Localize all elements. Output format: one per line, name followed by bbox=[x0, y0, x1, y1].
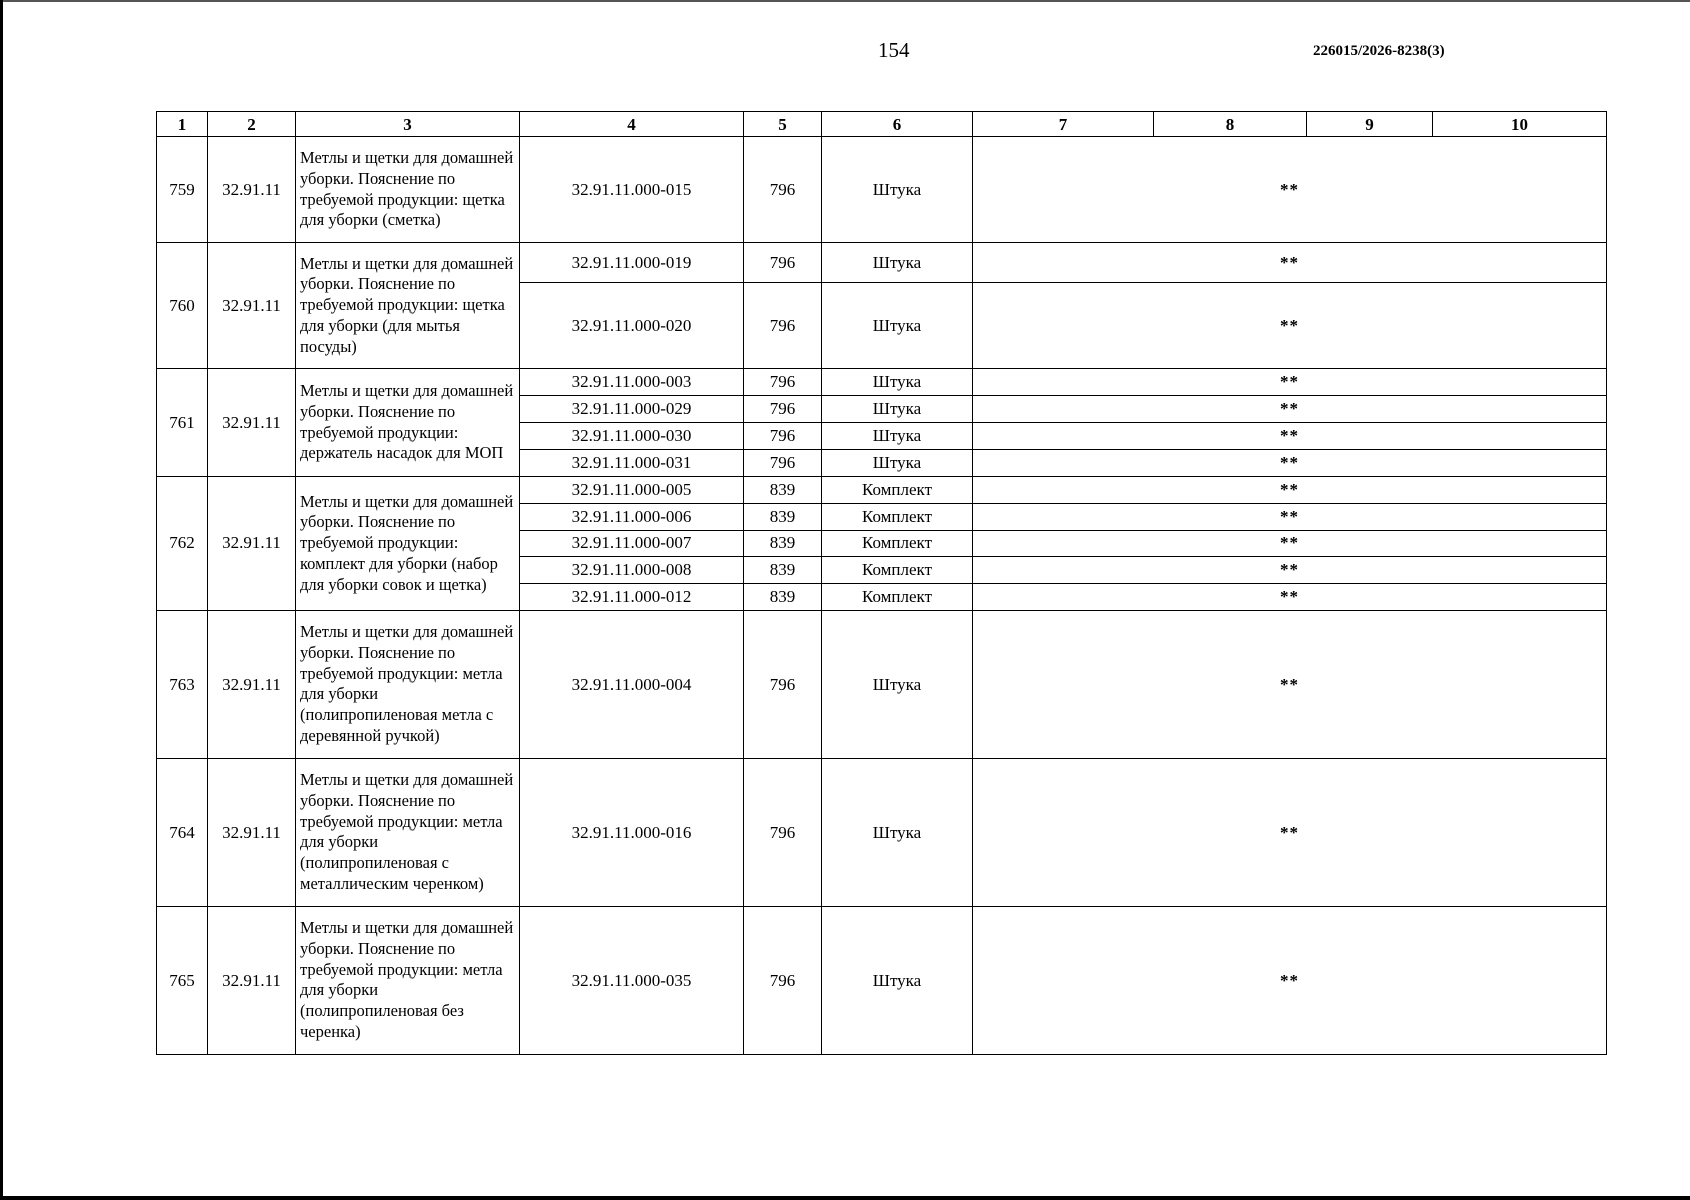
okpd2-code-cell: 32.91.11 bbox=[208, 137, 296, 243]
unit-cell: Комплект bbox=[822, 557, 973, 584]
column-header: 5 bbox=[744, 112, 822, 137]
ktru-code-cell: 32.91.11.000-029 bbox=[520, 396, 744, 423]
ktru-code-cell: 32.91.11.000-005 bbox=[520, 477, 744, 504]
unit-cell: Комплект bbox=[822, 503, 973, 530]
ktru-code-cell: 32.91.11.000-020 bbox=[520, 283, 744, 369]
requirements-cell: ** bbox=[973, 557, 1607, 584]
document-reference: 226015/2026-8238(3) bbox=[1313, 43, 1445, 59]
okei-code-cell: 839 bbox=[744, 477, 822, 504]
scan-left-edge bbox=[0, 0, 3, 1200]
unit-cell: Комплект bbox=[822, 477, 973, 504]
ktru-code-cell: 32.91.11.000-012 bbox=[520, 584, 744, 611]
description-cell: Метлы и щетки для домашней уборки. Пояснение по требуемой продукции: комплект для уборки (набор для уборки совок и щетка) bbox=[296, 477, 520, 611]
products-table bbox=[156, 111, 1607, 1055]
unit-cell: Штука bbox=[822, 283, 973, 369]
unit-cell: Штука bbox=[822, 369, 973, 396]
header-row bbox=[157, 112, 1607, 137]
column-header: 10 bbox=[1433, 112, 1607, 137]
column-header: 4 bbox=[520, 112, 744, 137]
okpd2-code-cell: 32.91.11 bbox=[208, 610, 296, 758]
okpd2-code-cell: 32.91.11 bbox=[208, 243, 296, 369]
unit-cell: Штука bbox=[822, 758, 973, 906]
requirements-cell: ** bbox=[973, 758, 1607, 906]
requirements-cell: ** bbox=[973, 530, 1607, 557]
column-header: 3 bbox=[296, 112, 520, 137]
unit-cell: Штука bbox=[822, 423, 973, 450]
ktru-code-cell: 32.91.11.000-019 bbox=[520, 243, 744, 283]
requirements-cell: ** bbox=[973, 477, 1607, 504]
ktru-code-cell: 32.91.11.000-007 bbox=[520, 530, 744, 557]
scan-bottom-edge bbox=[0, 1196, 1690, 1200]
okei-code-cell: 796 bbox=[744, 450, 822, 477]
ktru-code-cell: 32.91.11.000-015 bbox=[520, 137, 744, 243]
ktru-code-cell: 32.91.11.000-035 bbox=[520, 906, 744, 1054]
okei-code-cell: 796 bbox=[744, 137, 822, 243]
okpd2-code-cell: 32.91.11 bbox=[208, 906, 296, 1054]
okei-code-cell: 796 bbox=[744, 423, 822, 450]
row-number-cell: 761 bbox=[157, 369, 208, 477]
unit-cell: Штука bbox=[822, 243, 973, 283]
column-header: 1 bbox=[157, 112, 208, 137]
requirements-cell: ** bbox=[973, 283, 1607, 369]
unit-cell: Комплект bbox=[822, 584, 973, 611]
row-number-cell: 765 bbox=[157, 906, 208, 1054]
row-number-cell: 764 bbox=[157, 758, 208, 906]
requirements-cell: ** bbox=[973, 369, 1607, 396]
requirements-cell: ** bbox=[973, 423, 1607, 450]
row-number-cell: 762 bbox=[157, 477, 208, 611]
requirements-cell: ** bbox=[973, 906, 1607, 1054]
requirements-cell: ** bbox=[973, 584, 1607, 611]
unit-cell: Штука bbox=[822, 137, 973, 243]
okei-code-cell: 839 bbox=[744, 503, 822, 530]
description-cell: Метлы и щетки для домашней уборки. Пояснение по требуемой продукции: щетка для уборки (для мытья посуды) bbox=[296, 243, 520, 369]
column-header: 2 bbox=[208, 112, 296, 137]
column-header: 6 bbox=[822, 112, 973, 137]
ktru-code-cell: 32.91.11.000-003 bbox=[520, 369, 744, 396]
column-header: 8 bbox=[1154, 112, 1307, 137]
requirements-cell: ** bbox=[973, 396, 1607, 423]
okei-code-cell: 796 bbox=[744, 283, 822, 369]
okei-code-cell: 796 bbox=[744, 396, 822, 423]
row-number-cell: 759 bbox=[157, 137, 208, 243]
table-row bbox=[157, 758, 1607, 906]
okei-code-cell: 839 bbox=[744, 530, 822, 557]
okei-code-cell: 839 bbox=[744, 557, 822, 584]
row-number-cell: 760 bbox=[157, 243, 208, 369]
unit-cell: Комплект bbox=[822, 530, 973, 557]
ktru-code-cell: 32.91.11.000-030 bbox=[520, 423, 744, 450]
requirements-cell: ** bbox=[973, 243, 1607, 283]
requirements-cell: ** bbox=[973, 503, 1607, 530]
okpd2-code-cell: 32.91.11 bbox=[208, 758, 296, 906]
description-cell: Метлы и щетки для домашней уборки. Пояснение по требуемой продукции: щетка для уборки (сметка) bbox=[296, 137, 520, 243]
okei-code-cell: 796 bbox=[744, 610, 822, 758]
okei-code-cell: 796 bbox=[744, 243, 822, 283]
table-row bbox=[157, 906, 1607, 1054]
ktru-code-cell: 32.91.11.000-006 bbox=[520, 503, 744, 530]
description-cell: Метлы и щетки для домашней уборки. Пояснение по требуемой продукции: держатель насадок для МОП bbox=[296, 369, 520, 477]
table-row bbox=[157, 243, 1607, 283]
ktru-code-cell: 32.91.11.000-016 bbox=[520, 758, 744, 906]
table-row bbox=[157, 477, 1607, 504]
okpd2-code-cell: 32.91.11 bbox=[208, 477, 296, 611]
ktru-code-cell: 32.91.11.000-008 bbox=[520, 557, 744, 584]
okpd2-code-cell: 32.91.11 bbox=[208, 369, 296, 477]
column-header: 7 bbox=[973, 112, 1154, 137]
table-row bbox=[157, 137, 1607, 243]
ktru-code-cell: 32.91.11.000-004 bbox=[520, 610, 744, 758]
description-cell: Метлы и щетки для домашней уборки. Пояснение по требуемой продукции: метла для уборки (полипропиленовая с металлическим черенком) bbox=[296, 758, 520, 906]
unit-cell: Штука bbox=[822, 450, 973, 477]
unit-cell: Штука bbox=[822, 610, 973, 758]
okei-code-cell: 839 bbox=[744, 584, 822, 611]
scan-top-edge bbox=[0, 0, 1690, 2]
description-cell: Метлы и щетки для домашней уборки. Пояснение по требуемой продукции: метла для уборки (полипропиленовая без черенка) bbox=[296, 906, 520, 1054]
unit-cell: Штука bbox=[822, 906, 973, 1054]
okei-code-cell: 796 bbox=[744, 758, 822, 906]
ktru-code-cell: 32.91.11.000-031 bbox=[520, 450, 744, 477]
table-row bbox=[157, 369, 1607, 396]
row-number-cell: 763 bbox=[157, 610, 208, 758]
requirements-cell: ** bbox=[973, 450, 1607, 477]
page-number: 154 bbox=[878, 38, 910, 62]
description-cell: Метлы и щетки для домашней уборки. Пояснение по требуемой продукции: метла для уборки (полипропиленовая метла с деревянной ручкой) bbox=[296, 610, 520, 758]
unit-cell: Штука bbox=[822, 396, 973, 423]
okei-code-cell: 796 bbox=[744, 369, 822, 396]
column-header: 9 bbox=[1307, 112, 1433, 137]
requirements-cell: ** bbox=[973, 137, 1607, 243]
requirements-cell: ** bbox=[973, 610, 1607, 758]
okei-code-cell: 796 bbox=[744, 906, 822, 1054]
table-row bbox=[157, 610, 1607, 758]
